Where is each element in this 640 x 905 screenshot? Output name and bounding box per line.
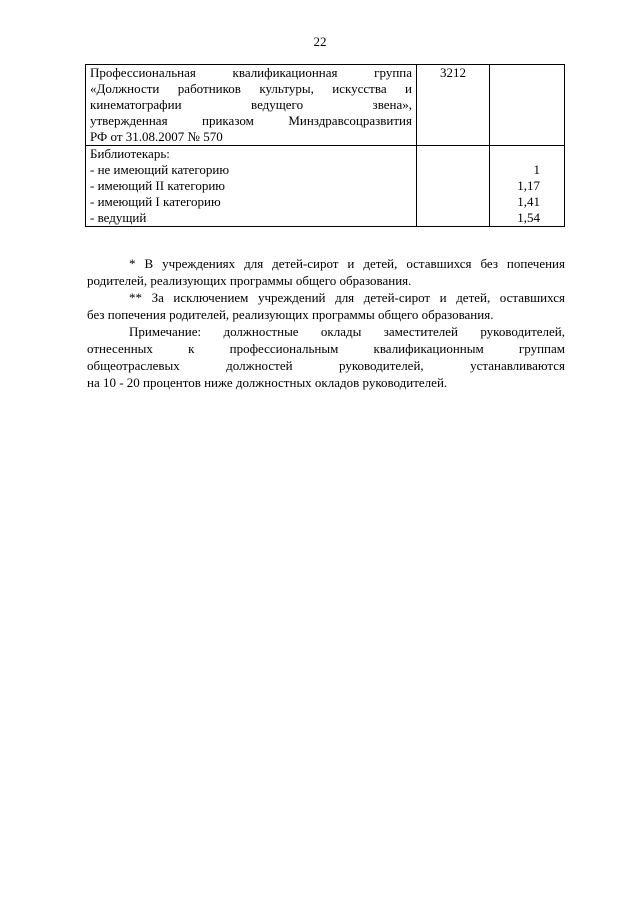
position-line: - ведущий	[90, 210, 147, 225]
page-number: 22	[313, 34, 327, 49]
table-row-librarian	[86, 146, 565, 227]
group-name-line: РФ от 31.08.2007 № 570	[90, 129, 223, 144]
remark-line: отнесенных к профессиональным квалификационным группам	[87, 341, 565, 356]
remark-line: общеотраслевых должностей руководителей, устанавливаются	[87, 358, 565, 373]
position-code-cell	[417, 146, 490, 227]
position-cell	[86, 146, 417, 227]
coefficient-value: 1	[533, 162, 540, 177]
group-name-line: утвержденная приказом Минздравсоцразвития	[90, 113, 412, 128]
footnote-1-line: родителей, реализующих программы общего образования.	[87, 273, 412, 288]
group-name-line: кинематографии ведущего звена»,	[90, 97, 412, 112]
group-coefficient-cell	[490, 65, 565, 146]
position-line: Библиотекарь:	[90, 146, 170, 161]
qualification-group-cell	[86, 65, 417, 146]
group-code-cell: 3212	[417, 65, 490, 146]
footnotes	[87, 255, 565, 391]
group-name-line: Профессиональная квалификационная группа	[90, 65, 412, 80]
coefficient-value: 1,17	[517, 178, 540, 193]
coefficient-value: 1,54	[517, 210, 540, 225]
footnote-1-line: * В учреждениях для детей-сирот и детей, оставшихся без попечения	[129, 256, 565, 271]
footnote-2-line: ** За исключением учреждений для детей-сирот и детей, оставшихся	[129, 290, 565, 305]
salary-coefficient-table	[85, 64, 565, 227]
position-line: - имеющий II категорию	[90, 178, 226, 193]
coefficient-cell	[490, 146, 565, 227]
footnote-2-line: без попечения родителей, реализующих программы общего образования.	[87, 307, 494, 322]
table-row-qualification-group	[86, 65, 565, 146]
remark-line: Примечание: должностные оклады заместителей руководителей,	[129, 324, 565, 339]
position-line: - имеющий I категорию	[90, 194, 221, 209]
coefficient-value	[494, 146, 560, 162]
group-name-line: «Должности работников культуры, искусства и	[90, 81, 412, 96]
position-line: - не имеющий категорию	[90, 162, 230, 177]
coefficient-value: 1,41	[517, 194, 540, 209]
remark-line: на 10 - 20 процентов ниже должностных окладов руководителей.	[87, 375, 448, 390]
